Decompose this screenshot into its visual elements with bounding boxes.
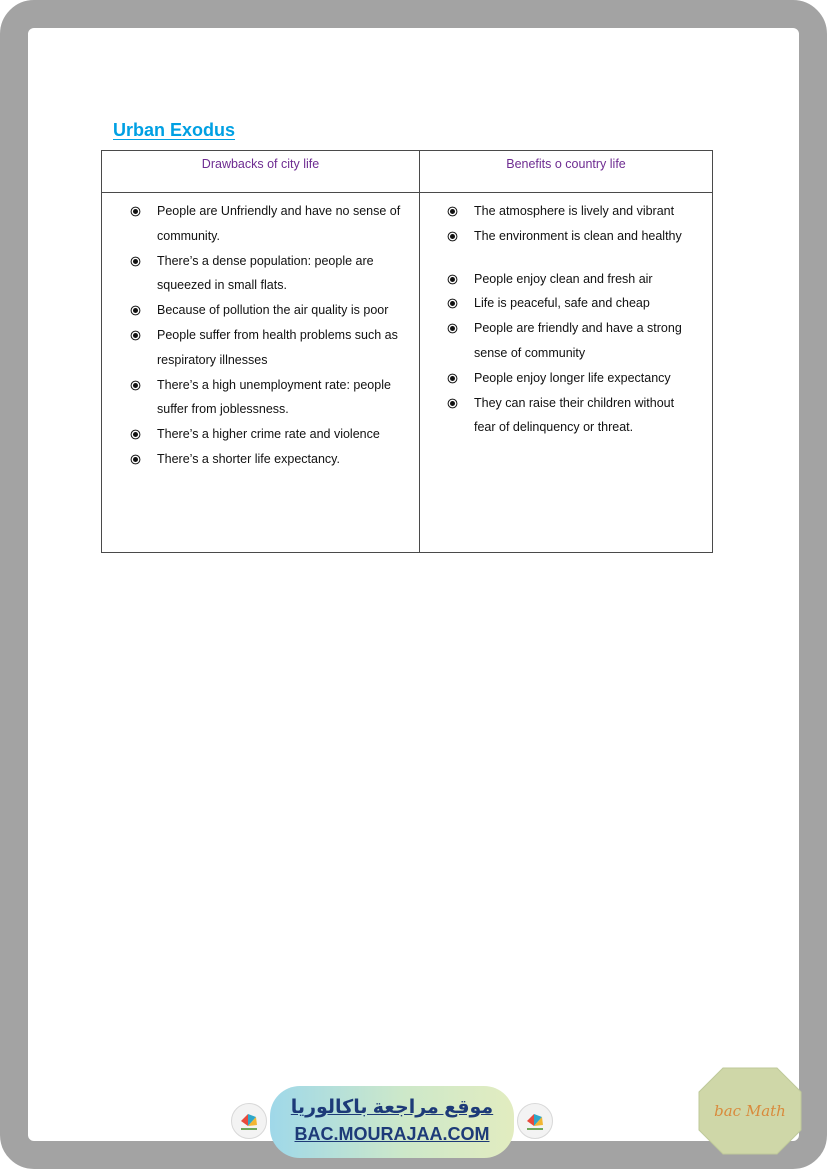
bac-math-badge (697, 1066, 803, 1156)
drawbacks-list (102, 193, 419, 472)
list-item: People are Unfriendly and have no sense of community. (157, 199, 405, 249)
page-title: Urban Exodus (113, 120, 236, 140)
banner-arabic-text: موقع مراجعة باكالوريا (290, 1097, 494, 1118)
list-item: They can raise their children without fear of delinquency or threat. (474, 391, 696, 441)
site-logo-icon (517, 1103, 553, 1139)
site-logo-icon (231, 1103, 267, 1139)
drawbacks-column (102, 151, 420, 552)
banner-url-text: BAC.MOURAJAA.COM (294, 1124, 490, 1144)
list-item: The atmosphere is lively and vibrant (474, 199, 696, 224)
benefits-column (420, 151, 712, 552)
list-item: There’s a high unemployment rate: people suffer from joblessness. (157, 373, 405, 423)
list-item: People suffer from health problems such as respiratory illnesses (157, 323, 405, 373)
list-item: People enjoy longer life expectancy (474, 366, 696, 391)
list-item: Life is peaceful, safe and cheap (474, 291, 696, 316)
drawbacks-header: Drawbacks of city life (102, 151, 419, 193)
list-item: Because of pollution the air quality is poor (157, 298, 405, 323)
list-item: People are friendly and have a strong sense of community (474, 316, 696, 366)
list-item: The environment is clean and healthy (474, 224, 696, 249)
site-banner-link[interactable] (270, 1086, 514, 1158)
list-item: There’s a higher crime rate and violence (157, 422, 405, 447)
list-item: There’s a shorter life expectancy. (157, 447, 405, 472)
comparison-table (101, 150, 713, 553)
list-item: There’s a dense population: people are squeezed in small flats. (157, 249, 405, 299)
list-item: People enjoy clean and fresh air (474, 267, 696, 292)
benefits-list (420, 193, 712, 440)
benefits-header: Benefits o country life (420, 151, 712, 193)
badge-text: bac Math (714, 1102, 786, 1120)
